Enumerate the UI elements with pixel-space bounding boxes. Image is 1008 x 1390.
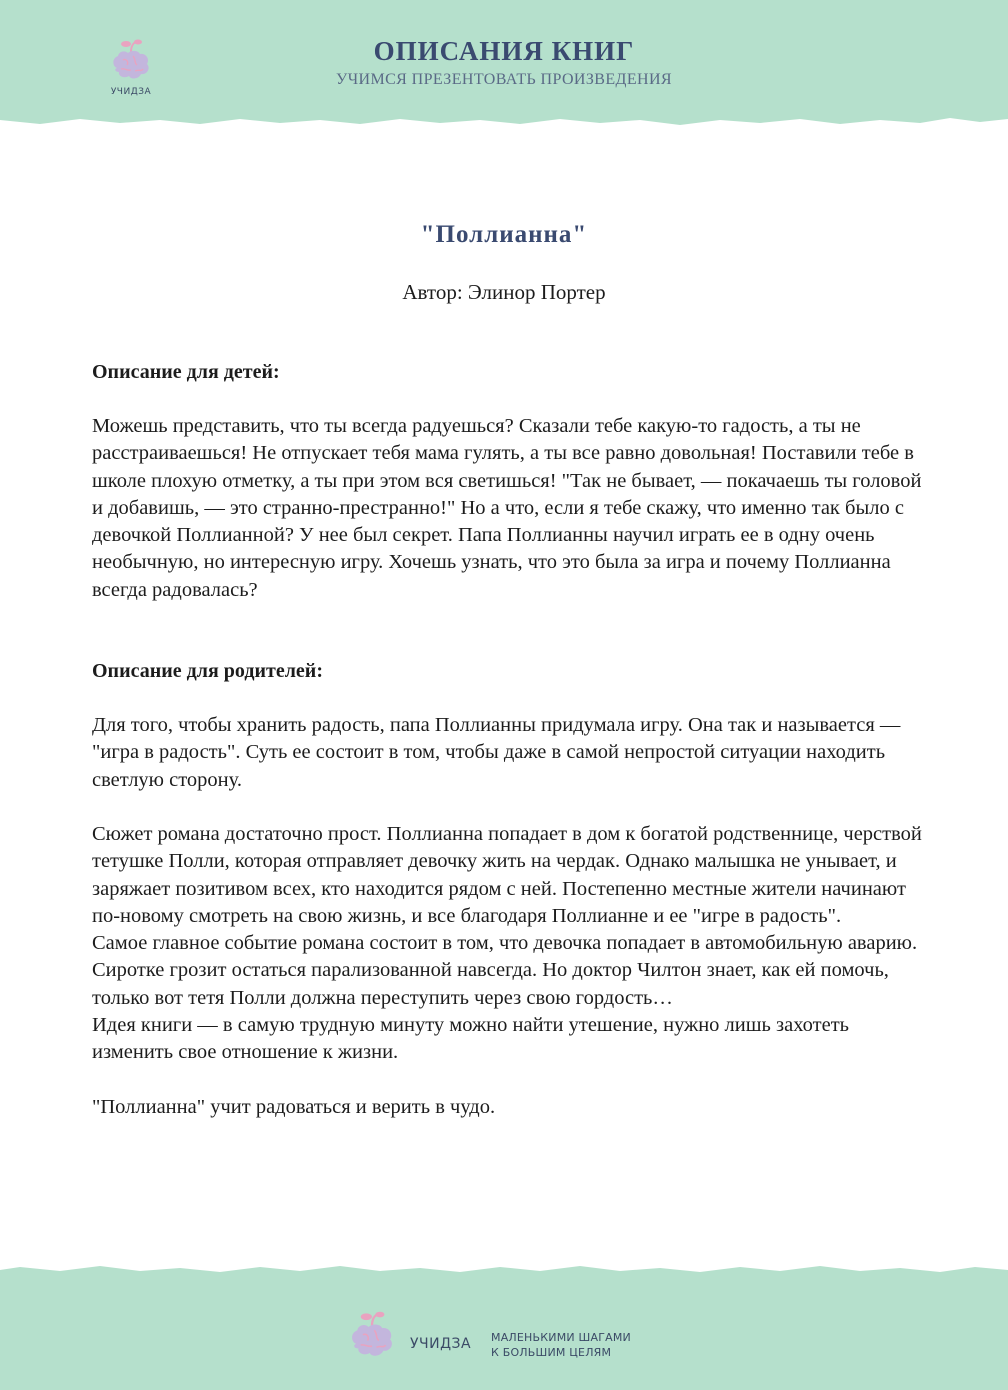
header-brush-edge (0, 114, 1008, 128)
footer-slogan-line-1: МАЛЕНЬКИМИ ШАГАМИ (491, 1331, 631, 1344)
footer-brand: УЧИДЗА (410, 1336, 472, 1352)
page-title: ОПИСАНИЯ КНИГ (373, 36, 635, 66)
footer-slogan (491, 1330, 631, 1360)
parents-heading: Описание для родителей: (92, 660, 323, 683)
kids-description: Можешь представить, что ты всегда радуешься? Сказали тебе какую-то гадость, а ты не расстраиваешься! Не отпускает тебя мама гулять, а ты все равно довольная! Поставили тебе в школе плохую отметку, а ты при этом вся светишься! "Так не бывает, — покачаешь ты головой и добавишь, — это странно-престранно!" Но а что, если я тебе скажу, что именно так было с девочкой Поллианной? У нее был секрет. Папа Поллианны научил играть ее в одну очень необычную, но интересную игру. Хочешь узнать, что это была за игра и почему Поллианна всегда радовалась? (92, 415, 922, 601)
parents-paragraph-2: Сюжет романа достаточно прост. Поллианна попадает в дом к богатой родственнице, черствой тетушке Полли, которая отправляет девочку жить на чердак. Однако малышка не унывает, и заряжает позитивом всех, кто находится рядом с ней. Постепенно местные жители начинают по-новому смотреть на свою жизнь, и все благодаря Поллианне и ее "игре в радость". (92, 822, 922, 927)
footer-logo (347, 1310, 397, 1366)
parents-paragraph-4: Идея книги — в самую трудную минуту можно найти утешение, нужно лишь захотеть изменить свое отношение к жизни. (92, 1014, 850, 1064)
book-author: Автор: Элинор Портер (402, 280, 606, 304)
header-logo-text: УЧИДЗА (110, 87, 152, 97)
book-title: "Поллианна" (420, 221, 588, 248)
brain-sprout-icon (347, 1310, 397, 1362)
parents-paragraph-1: Для того, чтобы хранить радость, папа Поллианны придумала игру. Она так и называется — "игра в радость". Суть ее состоит в том, чтобы даже в самой непростой ситуации находить светлую сторону. (92, 714, 901, 791)
description-content (92, 359, 922, 1121)
parents-paragraph-3: Самое главное событие романа состоит в том, что девочка попадает в автомобильную аварию. Сиротке грозит остаться парализованной навсегда. Но доктор Чилтон знает, как ей помочь, только вот тетя Полли должна переступить через свою гордость… (92, 932, 918, 1009)
footer-slogan-line-2: К БОЛЬШИМ ЦЕЛЯМ (491, 1346, 612, 1359)
parents-paragraph-5: "Поллианна" учит радоваться и верить в чудо. (92, 1095, 496, 1118)
page-subtitle: УЧИМСЯ ПРЕЗЕНТОВАТЬ ПРОИЗВЕДЕНИЯ (336, 71, 672, 88)
kids-heading: Описание для детей: (92, 361, 280, 383)
